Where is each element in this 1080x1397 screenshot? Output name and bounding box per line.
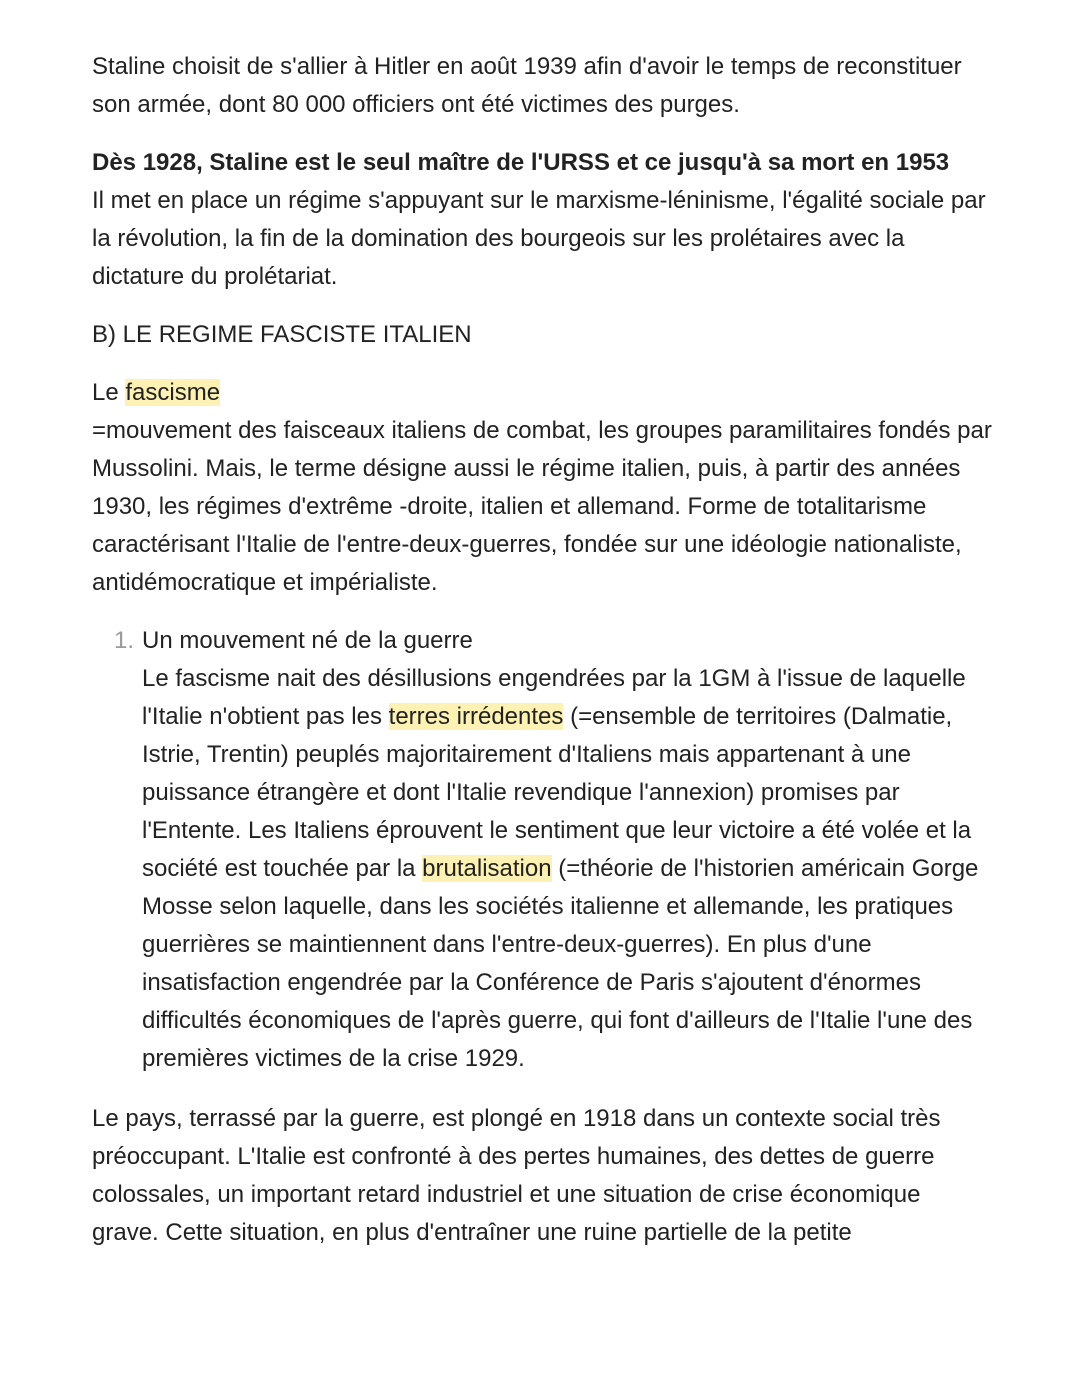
highlight-fascisme: fascisme xyxy=(125,379,221,406)
definition-fascisme xyxy=(92,374,992,602)
section-title: B) LE REGIME FASCISTE ITALIEN xyxy=(92,321,472,348)
paragraph-staline-alliance: Staline choisit de s'allier à Hitler en août 1939 afin d'avoir le temps de reconstituer son armée, dont 80 000 officiers ont été victimes des purges. xyxy=(92,53,962,118)
list-text-c: (=théorie de l'historien américain Gorge Mosse selon laquelle, dans les sociétés italienne et allemande, les pratiques guerrières se maintiennent dans l'entre-deux-guerres). En plus d'une insatisfaction engendrée par la Conférence de Paris s'ajoutent d'énormes difficultés économiques de l'après guerre, qui font d'ailleurs de l'Italie l'une des premières victimes de la crise 1929. xyxy=(142,855,979,1072)
definition-body: =mouvement des faisceaux italiens de combat, les groupes paramilitaires fondés par Mussolini. Mais, le terme désigne aussi le régime italien, puis, à partir des années 1930, les régimes d'extrême -droite, italien et allemand. Forme de totalitarisme caractérisant l'Italie de l'entre-deux-guerres, fondée sur une idéologie nationaliste, antidémocratique et impérialiste. xyxy=(92,417,992,596)
paragraph-regime: Il met en place un régime s'appuyant sur le marxisme-léninisme, l'égalité sociale par la révolution, la fin de la domination des bourgeois sur les prolétaires avec la dictature du prolétariat. xyxy=(92,187,986,290)
definition-term-line xyxy=(92,374,992,412)
list-item-title: Un mouvement né de la guerre xyxy=(142,627,473,654)
list-text-a: Le fascisme nait des désillusions engendrées par la 1GM à l'issue de laquelle l'Italie n'obtient pas les xyxy=(142,665,966,730)
definition-prefix: Le xyxy=(92,379,126,406)
list-text-b: (=ensemble de territoires (Dalmatie, Istrie, Trentin) peuplés majoritairement d'Italiens mais appartenant à une puissance étrangère et dont l'Italie revendique l'annexion) promises par l'Entente. Les Italiens éprouvent le sentiment que leur victoire a été volée et la société est touchée par la xyxy=(142,703,972,882)
ordered-list xyxy=(92,622,992,1078)
bold-heading-staline: Dès 1928, Staline est le seul maître de l'URSS et ce jusqu'à sa mort en 1953 xyxy=(92,149,950,176)
paragraph-contexte-social: Le pays, terrassé par la guerre, est plongé en 1918 dans un contexte social très préoccupant. L'Italie est confronté à des pertes humaines, des dettes de guerre colossales, un important retard industriel et une situation de crise économique grave. Cette situation, en plus d'entraîner une ruine partielle de la petite xyxy=(92,1105,941,1246)
list-item-body xyxy=(142,660,992,1078)
highlight-brutalisation: brutalisation xyxy=(422,855,552,882)
highlight-terres-irredentes: terres irrédentes xyxy=(388,703,564,730)
list-number: 1. xyxy=(114,627,135,654)
